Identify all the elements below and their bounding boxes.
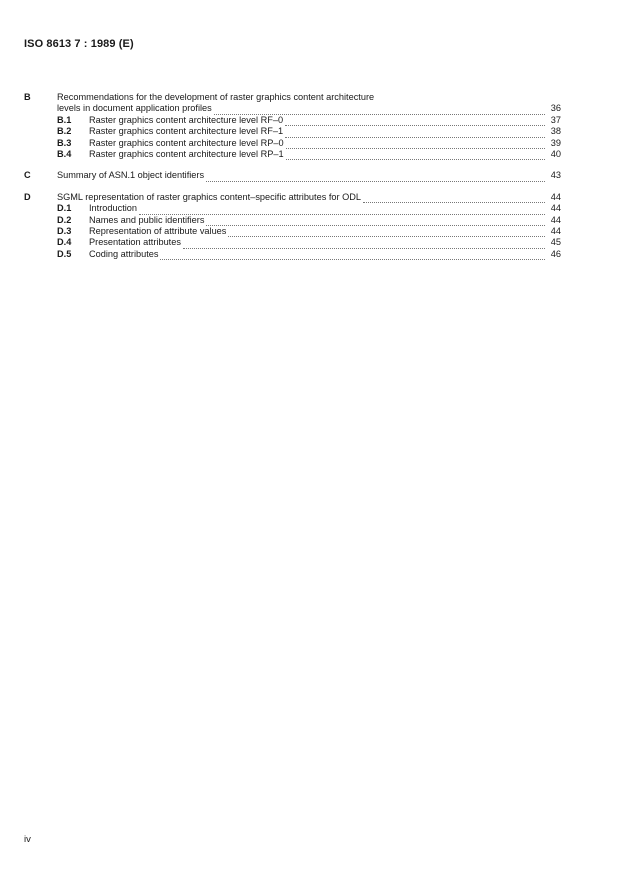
toc-section-d xyxy=(24,192,561,260)
entry-title: Presentation attributes xyxy=(89,237,181,248)
dot-leader xyxy=(285,129,545,138)
section-title-line: Recommendations for the development of raster graphics content architecture xyxy=(57,92,375,102)
entry-title: Raster graphics content architecture level RF–0 xyxy=(89,114,284,125)
page-ref: 44 xyxy=(550,226,561,237)
section-letter: D xyxy=(24,191,31,202)
page-ref: 45 xyxy=(550,237,561,248)
toc-entry-b2[interactable] xyxy=(57,126,561,137)
dot-leader xyxy=(286,151,545,160)
toc-entry-d1[interactable] xyxy=(57,203,561,214)
entry-title: Raster graphics content architecture level RF–1 xyxy=(89,126,284,137)
entry-title: Names and public identifiers xyxy=(89,214,205,225)
entry-number: B.2 xyxy=(57,126,72,137)
entry-number: D.3 xyxy=(57,226,72,237)
dot-leader xyxy=(139,206,545,215)
entry-number: D.5 xyxy=(57,248,72,259)
section-title-line: SGML representation of raster graphics content–specific attributes for ODL xyxy=(57,191,362,202)
entry-number: B.3 xyxy=(57,137,72,148)
page-ref: 44 xyxy=(550,191,561,202)
page-number: iv xyxy=(24,834,31,845)
dot-leader xyxy=(214,106,545,115)
section-title-line: levels in document application profiles xyxy=(57,103,212,114)
page-ref: 43 xyxy=(550,170,561,181)
toc-entry-c[interactable] xyxy=(57,170,561,181)
page-ref: 39 xyxy=(550,137,561,148)
entry-number: B.4 xyxy=(57,149,72,160)
toc-entry-d5[interactable] xyxy=(57,249,561,260)
section-letter: B xyxy=(24,92,31,102)
toc-entry-d3[interactable] xyxy=(57,226,561,237)
page-ref: 44 xyxy=(550,203,561,214)
toc-entry-d2[interactable] xyxy=(57,215,561,226)
table-of-contents xyxy=(24,92,561,270)
toc-entry-b4[interactable] xyxy=(57,149,561,160)
toc-entry-d[interactable] xyxy=(57,192,561,203)
section-title-line: Summary of ASN.1 object identifiers xyxy=(57,170,205,181)
document-header: ISO 8613 7 : 1989 (E) xyxy=(24,38,134,50)
page-ref: 44 xyxy=(550,214,561,225)
toc-entry-d4[interactable] xyxy=(57,237,561,248)
toc-entry-b1[interactable] xyxy=(57,115,561,126)
dot-leader xyxy=(363,194,545,203)
page-ref: 38 xyxy=(550,126,561,137)
entry-title: Representation of attribute values xyxy=(89,226,227,237)
dot-leader xyxy=(160,251,545,260)
toc-entry-b3[interactable] xyxy=(57,138,561,149)
dot-leader xyxy=(228,228,545,237)
section-letter: C xyxy=(24,170,31,181)
entry-title: Coding attributes xyxy=(89,248,159,259)
entry-number: D.1 xyxy=(57,203,72,214)
dot-leader xyxy=(183,240,545,249)
toc-section-c xyxy=(24,170,561,181)
toc-section-b xyxy=(24,92,561,160)
entry-title: Introduction xyxy=(89,203,138,214)
page-ref: 37 xyxy=(550,114,561,125)
entry-number: B.1 xyxy=(57,114,72,125)
page-ref: 36 xyxy=(550,103,561,114)
page-ref: 46 xyxy=(550,248,561,259)
entry-number: D.2 xyxy=(57,214,72,225)
dot-leader xyxy=(206,173,545,182)
dot-leader xyxy=(285,117,545,126)
dot-leader xyxy=(206,217,545,226)
page-ref: 40 xyxy=(550,149,561,160)
entry-number: D.4 xyxy=(57,237,72,248)
entry-title: Raster graphics content architecture level RP–1 xyxy=(89,149,284,160)
dot-leader xyxy=(286,140,545,149)
entry-title: Raster graphics content architecture level RP–0 xyxy=(89,137,284,148)
